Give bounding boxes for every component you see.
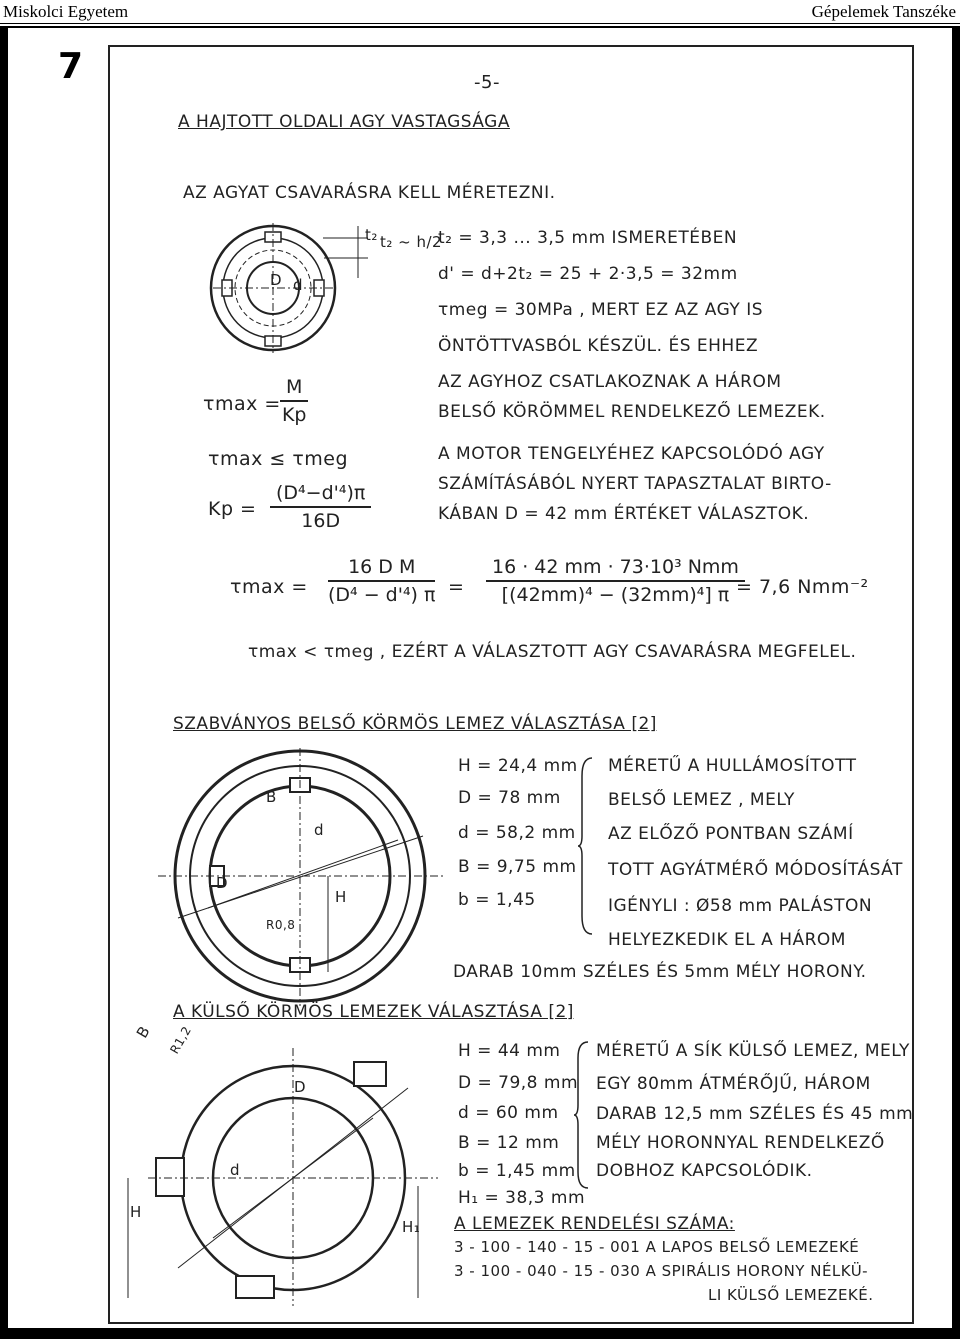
s2-dim-H: H = 24,4 mm [458, 756, 578, 776]
kp-den: 16D [301, 510, 341, 532]
department-name: Gépelemek Tanszéke [811, 2, 956, 21]
s1-line-8: SZÁMÍTÁSÁBÓL NYERT TAPASZTALAT BIRTO- [438, 474, 832, 494]
university-name: Miskolci Egyetem [3, 2, 129, 21]
big-den2: [(42mm)⁴ − (32mm)⁴] π [501, 584, 730, 606]
big-eq: = [448, 576, 465, 598]
big-result: = 7,6 Nmm⁻² [736, 576, 869, 598]
scanned-sheet [8, 28, 952, 1328]
outer-label-H1: H₁ [402, 1218, 421, 1236]
s3-text-2: EGY 80mm ÁTMÉRŐJŰ, HÁROM [596, 1074, 871, 1094]
tmax-def-den: Kp [281, 404, 307, 426]
s2-text-2: BELSŐ LEMEZ , MELY [608, 790, 795, 810]
s1-line-4: ÖNTÖTTVASBÓL KÉSZÜL. ÉS EHHEZ [438, 336, 759, 356]
inner-label-R: R0,8 [266, 918, 296, 932]
outer-label-D: D [294, 1078, 307, 1096]
inner-label-H: H [335, 888, 347, 906]
tmax-def-fraction [280, 376, 308, 426]
s2-dim-b: b = 1,45 [458, 890, 536, 910]
big-den1: (D⁴ − d'⁴) π [328, 584, 436, 606]
inner-label-D: D [216, 874, 229, 892]
section1-intro: AZ AGYAT CSAVARÁSRA KELL MÉRETEZNI. [183, 183, 556, 203]
hub-label-d: d [293, 276, 304, 294]
s2-brace [578, 756, 598, 936]
s3-text-4: MÉLY HORONNYAL RENDELKEZŐ [596, 1133, 885, 1153]
order-1: 3 - 100 - 140 - 15 - 001 A LAPOS BELSŐ LEMEZEKÉ [454, 1238, 860, 1256]
order-2-cont: LI KÜLSŐ LEMEZEKÉ. [708, 1286, 874, 1304]
hub-cross-section-figure [208, 218, 408, 388]
big-fraction-2 [486, 556, 745, 606]
s3-text-3: DARAB 12,5 mm SZÉLES ÉS 45 mm [596, 1104, 914, 1124]
section1-title: A HAJTOTT OLDALI AGY VASTAGSÁGA [178, 112, 510, 132]
hub-label-D: D [270, 271, 283, 289]
s3-dim-H1: H₁ = 38,3 mm [458, 1188, 586, 1208]
s2-text-5: IGÉNYLI : Ø58 mm PALÁSTON [608, 896, 873, 916]
page-label: -5- [474, 72, 500, 93]
section2-title: SZABVÁNYOS BELSŐ KÖRMÖS LEMEZ VÁLASZTÁSA [2] [173, 714, 657, 734]
s2-text-3: AZ ELŐZŐ PONTBAN SZÁMÍ [608, 824, 854, 844]
s2-dim-B: B = 9,75 mm [458, 857, 577, 877]
s3-brace [574, 1040, 594, 1190]
big-num1: 16 D M [328, 556, 435, 582]
s2-last-line: DARAB 10mm SZÉLES ÉS 5mm MÉLY HORONY. [453, 962, 867, 982]
s3-text-5: DOBHOZ KAPCSOLÓDIK. [596, 1161, 813, 1181]
header-rule [0, 23, 960, 24]
s1-line-7: A MOTOR TENGELYÉHEZ KAPCSOLÓDÓ AGY [438, 444, 825, 464]
s3-text-1: MÉRETŰ A SÍK KÜLSŐ LEMEZ, MELY [596, 1041, 910, 1061]
s3-dim-d: d = 60 mm [458, 1103, 559, 1123]
hub-label-t2: t₂ [365, 226, 378, 244]
s1-line-2: d' = d+2t₂ = 25 + 2·3,5 = 32mm [438, 264, 738, 284]
outer-label-d: d [230, 1161, 241, 1179]
s2-dim-D: D = 78 mm [458, 788, 561, 808]
big-lhs: τmax = [230, 576, 308, 598]
t2-approx-note: t₂ ~ h/2 [380, 233, 443, 251]
kp-lhs: Kp = [208, 498, 257, 520]
s2-text-6: HELYEZKEDIK EL A HÁROM [608, 930, 846, 950]
s2-text-1: MÉRETŰ A HULLÁMOSÍTOTT [608, 756, 857, 776]
outer-disc-figure [118, 1028, 448, 1308]
s3-dim-B: B = 12 mm [458, 1133, 560, 1153]
inner-label-B: B [266, 788, 277, 806]
s1-line-3: τmeg = 30MPa , MERT EZ AZ AGY IS [438, 300, 764, 320]
outer-label-H: H [130, 1203, 142, 1221]
inner-label-d: d [314, 821, 325, 839]
s1-line-5: AZ AGYHOZ CSATLAKOZNAK A HÁROM [438, 372, 782, 392]
s3-dim-D: D = 79,8 mm [458, 1073, 579, 1093]
page-number: 7 [58, 46, 84, 87]
s3-dim-b: b = 1,45 mm [458, 1161, 576, 1181]
big-num2: 16 · 42 mm · 73·10³ Nmm [486, 556, 745, 582]
tmax-def-lhs: τmax = [203, 393, 281, 415]
kp-num: (D⁴−d'⁴)π [270, 482, 371, 508]
s3-dim-H: H = 44 mm [458, 1041, 561, 1061]
order-title: A LEMEZEK RENDELÉSI SZÁMA: [454, 1214, 735, 1234]
s1-conclusion: τmax < τmeg , EZÉRT A VÁLASZTOTT AGY CSAVARÁSRA MEGFELEL. [248, 642, 857, 662]
tmax-def-num: M [280, 376, 308, 402]
big-fraction-1 [328, 556, 435, 606]
page-header [0, 0, 960, 26]
s1-line-6: BELSŐ KÖRÖMMEL RENDELKEZŐ LEMEZEK. [438, 402, 826, 422]
s1-line-9: KÁBAN D = 42 mm ÉRTÉKET VÁLASZTOK. [438, 504, 810, 524]
kp-fraction [270, 482, 371, 532]
s1-line-1: t₂ = 3,3 ... 3,5 mm ISMERETÉBEN [438, 228, 738, 248]
inner-disc-figure [148, 748, 448, 1008]
s2-dim-d: d = 58,2 mm [458, 823, 576, 843]
outer-label-B: B [132, 1022, 154, 1042]
s2-text-4: TOTT AGYÁTMÉRŐ MÓDOSÍTÁSÁT [608, 860, 903, 880]
outer-label-R: R1,2 [167, 1023, 195, 1057]
section3-title: A KÜLSŐ KÖRMÖS LEMEZEK VÁLASZTÁSA [2] [173, 1002, 574, 1022]
order-2: 3 - 100 - 040 - 15 - 030 A SPIRÁLIS HORONY NÉLKÜ- [454, 1262, 869, 1280]
tmax-le-tmeg: τmax ≤ τmeg [208, 448, 349, 470]
